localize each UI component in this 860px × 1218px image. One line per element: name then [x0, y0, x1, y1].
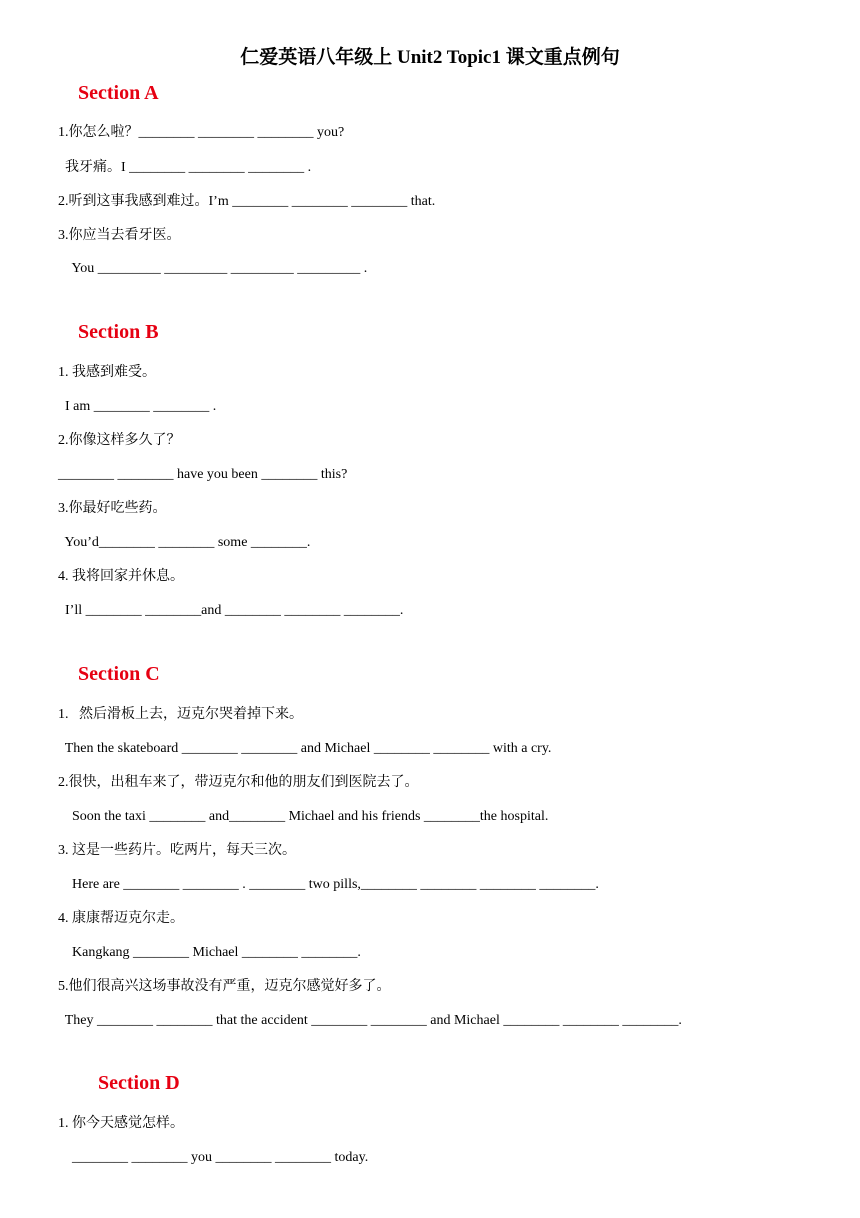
sentence-line: 2.听到这事我感到难过。I’m ________ ________ ________ that.	[58, 194, 436, 209]
sentence-line: 3.你最好吃些药。	[58, 501, 167, 516]
sentence-line: 3.你应当去看牙医。	[58, 228, 181, 243]
section-heading-a: Section A	[78, 82, 159, 104]
sentence-line: ________ ________ you ________ ________ today.	[58, 1150, 369, 1165]
sentence-line: Kangkang ________ Michael ________ ________.	[58, 945, 361, 960]
sentence-line: 2.你像这样多久了？	[58, 433, 181, 448]
sentence-line: 1. 你今天感觉怎样。	[58, 1116, 184, 1131]
sentence-line: Here are ________ ________ . ________ two pills,________ ________ ________ ________.	[58, 877, 599, 892]
sentence-line: 1.你怎么啦？________ ________ ________ you?	[58, 125, 345, 140]
sentence-line: 3. 这是一些药片。吃两片，每天三次。	[58, 843, 296, 858]
section-heading-d: Section D	[98, 1072, 180, 1094]
section-heading-b: Section B	[78, 321, 159, 343]
page-title: 仁爱英语八年级上 Unit2 Topic1 课文重点例句	[240, 47, 620, 68]
sentence-line: 1. 然后滑板上去，迈克尔哭着掉下来。	[58, 707, 303, 722]
sentence-line: They ________ ________ that the accident ________ ________ and Michael ________ ________ ________.	[58, 1013, 682, 1028]
sentence-line: 我牙痛。I ________ ________ ________ .	[58, 160, 312, 175]
section-heading-c: Section C	[78, 663, 160, 685]
sentence-line: 4. 我将回家并休息。	[58, 569, 184, 584]
sentence-line: 5.他们很高兴这场事故没有严重，迈克尔感觉好多了。	[58, 979, 391, 994]
sentence-line: 4. 康康帮迈克尔走。	[58, 911, 184, 926]
sentence-line: 1. 我感到难受。	[58, 365, 156, 380]
sentence-line: 2.很快，出租车来了，带迈克尔和他的朋友们到医院去了。	[58, 775, 419, 790]
sentence-line: Soon the taxi ________ and________ Michael and his friends ________the hospital.	[58, 809, 549, 824]
sentence-line: You’d________ ________ some ________.	[58, 535, 311, 550]
sentence-line: You _________ _________ _________ _________ .	[58, 261, 368, 276]
sentence-line: Then the skateboard ________ ________ and Michael ________ ________ with a cry.	[58, 741, 552, 756]
sentence-line: ________ ________ have you been ________ this?	[58, 467, 348, 482]
sentence-line: I’ll ________ ________and ________ ________ ________.	[58, 603, 404, 618]
sentence-line: I am ________ ________ .	[58, 399, 217, 414]
